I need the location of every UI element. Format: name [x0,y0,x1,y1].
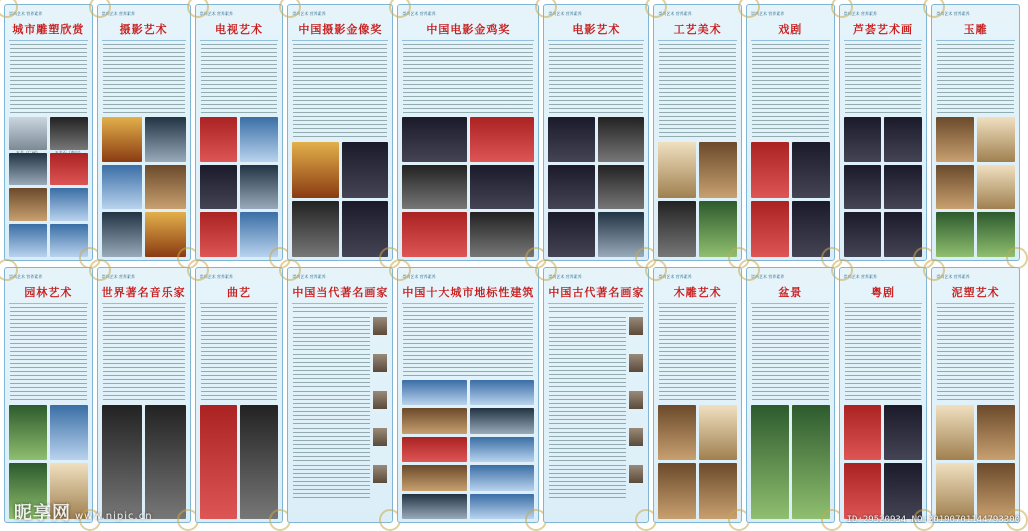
panel-photo [200,405,238,520]
panel-photo-grid [844,117,923,257]
panel-photo [884,165,922,210]
panel-photo [50,405,88,461]
panel-body-text [293,307,387,315]
artist-portrait [373,391,387,409]
artist-bio-text [549,354,626,388]
panel-photo [751,405,789,520]
artist-entry [549,354,643,388]
panel-photo [145,212,186,257]
panel-photo [402,117,467,162]
panel-slogan: 崇尚艺术 营养素养 [402,11,436,16]
panel-title: 城市雕塑欣赏 [9,19,88,41]
artist-portrait [373,354,387,372]
panel-photo [699,405,737,461]
panel-photo [402,465,467,491]
panel-slogan: 崇尚艺术 营养素养 [750,273,785,279]
panel-body-text [201,44,278,114]
artist-entry [293,354,387,388]
panel-body-text [659,307,736,402]
panel-photo [342,142,389,198]
artist-bio-text [549,317,626,351]
panel-photo-grid [751,142,830,257]
panel-photo-grid [548,117,644,257]
panel-photo [240,165,278,210]
panel-photo-grid [200,405,279,520]
panel-photo [936,117,974,162]
panel-photo [9,224,47,257]
artist-entry [549,465,643,499]
poster-panel [839,4,928,261]
panel-photo-grid [936,405,1015,520]
panel-photo [598,165,645,210]
poster-panel [287,4,393,261]
panel-body-text [937,44,1014,114]
panel-body-text [549,307,643,315]
artist-entry [293,391,387,425]
panel-title: 中国电影金鸡奖 [402,19,534,41]
poster-panel [746,4,835,261]
artist-bio-text [293,465,370,499]
panel-title: 芦荟艺术画 [844,19,923,41]
panel-photo [844,463,882,519]
panel-photo [470,465,535,491]
panel-photo [977,165,1015,210]
artist-portrait [629,391,643,409]
panel-title: 戏剧 [751,19,830,41]
panel-photo [402,212,467,257]
panel-title: 中国当代著名画家 [292,282,388,304]
watermark-brand: 昵享网 [14,503,71,524]
panel-photo [102,165,143,210]
artist-entry [549,317,643,351]
panel-photo [699,463,737,519]
artist-bio-text [549,465,626,499]
panel-photo [844,212,882,257]
panel-title: 摄影艺术 [102,19,186,41]
panel-photo [470,117,535,162]
panel-photo [240,212,278,257]
panel-slogan: 崇尚艺术 营养素养 [199,11,233,16]
panel-photo [402,165,467,210]
panel-body-text [403,44,533,114]
panel-photo [470,437,535,463]
artist-bio-text [293,354,370,388]
panel-title: 中国摄影金像奖 [292,19,388,41]
poster-panel [97,4,191,261]
panel-photo [402,380,467,406]
panel-photo [50,117,88,150]
panel-body-text [845,307,922,402]
watermark-url: www.nipic.cn [75,511,153,522]
panel-body-text [10,307,87,402]
panel-slogan: 崇尚艺术 营养素养 [101,11,135,16]
panel-photo [9,405,47,461]
panel-photo [844,405,882,461]
poster-panel [195,4,284,261]
panel-title: 园林艺术 [9,282,88,304]
panel-body-text [293,44,387,139]
panel-title: 木雕艺术 [658,282,737,304]
panel-photo [977,212,1015,257]
panel-body-text [937,307,1014,402]
poster-panel [653,4,742,261]
panel-slogan: 崇尚艺术 营养素养 [843,273,877,279]
panel-photo [402,437,467,463]
artist-portrait [629,317,643,335]
panel-photo-grid [402,117,534,257]
panel-photo [658,405,696,461]
panel-photo [936,463,974,519]
panel-body-text [549,44,643,114]
panel-photo [936,405,974,461]
panel-slogan: 崇尚艺术 营养素养 [548,11,582,16]
poster-panel [397,267,539,524]
panel-photo [792,201,830,257]
watermark-logo [14,499,153,525]
panel-photo-grid [936,117,1015,257]
panel-title: 中国古代著名画家 [548,282,644,304]
panel-body-text [10,44,87,114]
panel-slogan: 崇尚艺术 营养素养 [936,273,970,279]
artist-portrait [373,428,387,446]
poster-panel [543,4,649,261]
panel-body-text [752,44,829,139]
panel-photo [699,142,737,198]
image-id-stamp: ID:29520934 NO:20190701144793300 [846,515,1020,525]
panel-photo-grid [658,405,737,520]
panel-photo [9,188,47,221]
panel-photo [658,142,696,198]
panel-photo [977,405,1015,461]
panel-slogan: 崇尚艺术 营养素养 [292,273,326,279]
poster-panel [97,267,191,524]
poster-panel [931,267,1020,524]
panel-body-text [403,307,533,377]
panel-title: 泥塑艺术 [936,282,1015,304]
panel-photo [598,212,645,257]
panel-body-text [103,307,185,402]
panel-photo [402,494,467,520]
panel-body-text [659,44,736,139]
panel-photo [658,201,696,257]
panel-title: 电视艺术 [200,19,279,41]
panel-slogan: 崇尚艺术 营养素养 [936,11,970,16]
panel-photo [751,201,789,257]
poster-panel [4,4,93,261]
panel-photo [548,212,595,257]
panel-photo [658,463,696,519]
panel-photo [470,212,535,257]
poster-panel [195,267,284,524]
panel-photo [200,117,238,162]
panel-photo [936,212,974,257]
panel-photo [145,117,186,162]
panel-photo [470,408,535,434]
panel-photo [751,142,789,198]
panel-photo [548,117,595,162]
panel-photo-grid [102,117,186,257]
panel-photo [844,165,882,210]
panel-slogan: 崇尚艺术 营养素养 [658,11,692,16]
panel-photo [342,201,389,257]
panel-body-text [103,44,185,114]
panel-photo [50,188,88,221]
panel-photo [884,405,922,461]
panel-photo [884,463,922,519]
panel-slogan: 崇尚艺术 营养素养 [101,273,135,279]
artist-portrait [373,317,387,335]
panel-photo-grid [658,142,737,257]
poster-panel [931,4,1020,261]
artist-entry [293,317,387,351]
artist-entry [293,428,387,462]
artist-bio-text [549,391,626,425]
panel-title: 粤剧 [844,282,923,304]
panel-photo [699,201,737,257]
panel-slogan: 崇尚艺术 营养素养 [843,11,877,16]
artist-portrait [629,465,643,483]
panel-photo [9,153,47,186]
panel-photo [548,165,595,210]
panel-title: 玉雕 [936,19,1015,41]
panel-title: 曲艺 [200,282,279,304]
panel-photo [240,117,278,162]
panel-photo [977,117,1015,162]
artist-bio-text [293,317,370,351]
panel-photo-grid [200,117,279,257]
panel-photo [402,408,467,434]
panel-photo-grid [292,142,388,257]
poster-panel [839,267,928,524]
panel-photo [292,142,339,198]
panel-slogan: 崇尚艺术 营养素养 [292,11,326,16]
panel-photo [200,212,238,257]
panel-photo [884,212,922,257]
panel-photo [240,405,278,520]
poster-panel [397,4,539,261]
panel-photo-grid [9,117,88,257]
artist-entry [293,465,387,499]
poster-panel [543,267,649,524]
panel-photo-grid [844,405,923,520]
panel-body-text [845,44,922,114]
artist-entry [549,391,643,425]
artist-list [293,317,387,521]
panel-photo [9,117,47,150]
panel-slogan: 崇尚艺术 营养素养 [658,273,692,279]
panel-title: 中国十大城市地标性建筑 [402,282,534,304]
panel-slogan: 崇尚艺术 营养素养 [9,273,43,279]
poster-grid [4,4,1020,523]
panel-slogan: 崇尚艺术 营养素养 [548,273,582,279]
poster-panel [746,267,835,524]
panel-photo [50,224,88,257]
panel-photo [977,463,1015,519]
artist-bio-text [293,428,370,462]
panel-title: 盆景 [751,282,830,304]
artist-portrait [373,465,387,483]
panel-slogan: 崇尚艺术 营养素养 [9,11,43,16]
panel-photo [102,212,143,257]
panel-slogan: 崇尚艺术 营养素养 [402,273,436,279]
panel-slogan: 崇尚艺术 营养素养 [750,11,785,16]
panel-title: 世界著名音乐家 [102,282,186,304]
panel-body-text [752,307,829,402]
panel-photo [470,494,535,520]
panel-photo [145,165,186,210]
panel-photo [200,165,238,210]
artist-bio-text [549,428,626,462]
panel-photo [936,165,974,210]
panel-photo [792,142,830,198]
panel-photo [470,380,535,406]
panel-photo [470,165,535,210]
poster-panel [653,267,742,524]
panel-photo [844,117,882,162]
panel-slogan: 崇尚艺术 营养素养 [199,273,233,279]
panel-photo-grid [402,380,534,520]
poster-panel [287,267,393,524]
panel-photo [598,117,645,162]
artist-portrait [629,428,643,446]
artist-bio-text [293,391,370,425]
panel-photo [884,117,922,162]
artist-entry [549,428,643,462]
panel-photo [102,117,143,162]
panel-photo-grid [751,405,830,520]
artist-list [549,317,643,521]
panel-title: 工艺美术 [658,19,737,41]
poster-panel [4,267,93,524]
panel-photo [50,153,88,186]
artist-portrait [629,354,643,372]
panel-title: 电影艺术 [548,19,644,41]
panel-photo [792,405,830,520]
panel-body-text [201,307,278,402]
panel-photo [292,201,339,257]
